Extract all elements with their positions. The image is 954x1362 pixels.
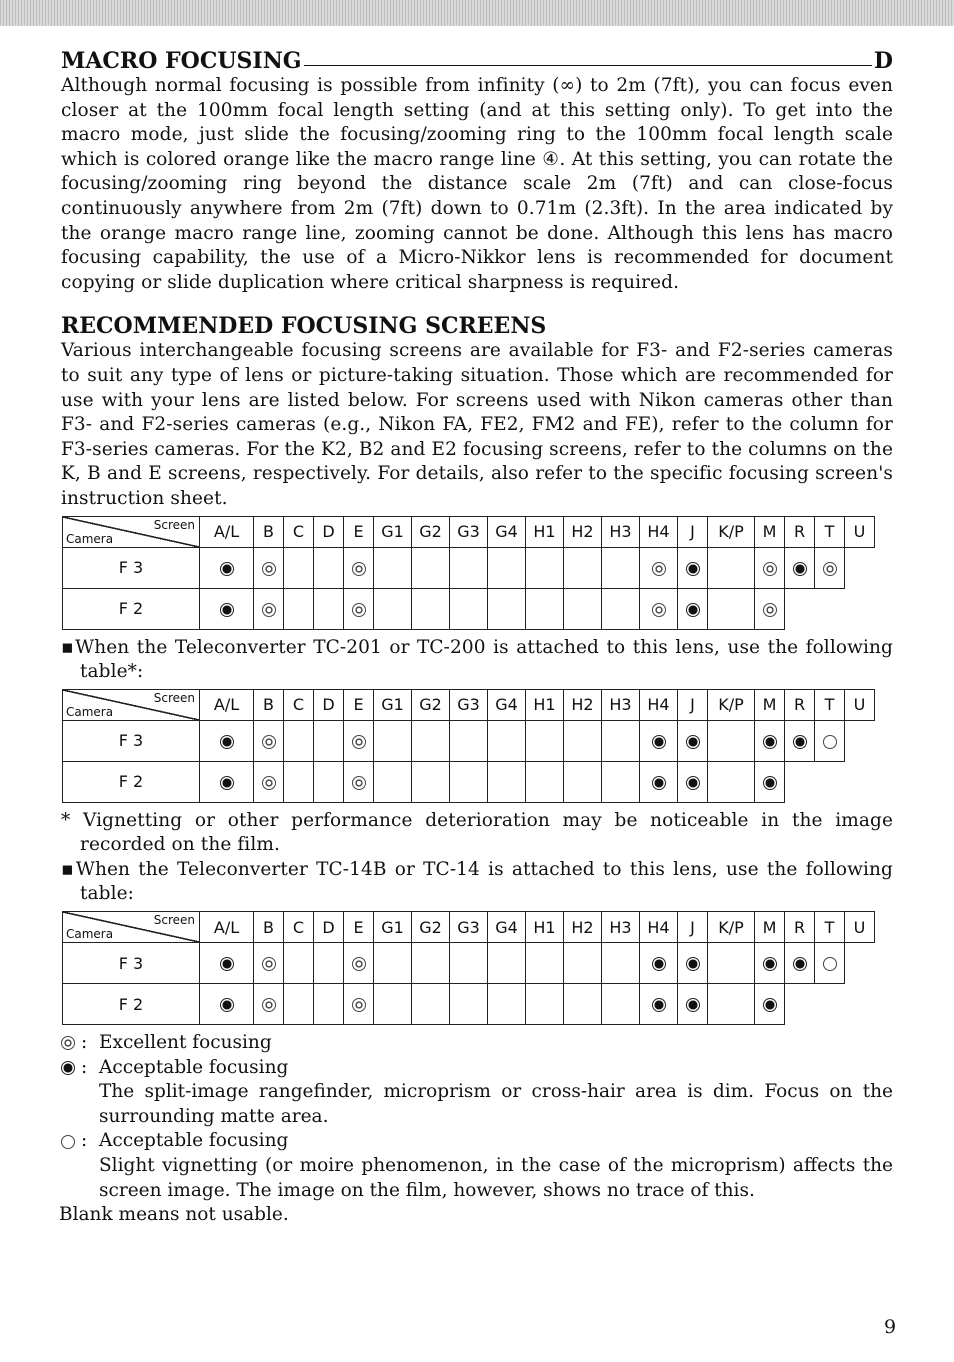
table-cell: [602, 547, 640, 588]
scanned-top-band: [0, 0, 954, 26]
table-header-row: [63, 689, 875, 720]
table-cell: [755, 720, 785, 761]
acceptable-icon: [686, 957, 700, 971]
screen-column-header: G3: [450, 516, 488, 547]
legend-excellent: : Excellent focusing: [61, 1031, 893, 1056]
screen-column-header: G1: [374, 912, 412, 943]
no-cell: [815, 588, 845, 629]
acceptable-icon: [61, 1061, 75, 1075]
table-cell: [755, 547, 785, 588]
table-cell: [488, 720, 526, 761]
screen-column-header: C: [284, 516, 314, 547]
excellent-icon: [763, 603, 777, 617]
macro-heading: [61, 48, 893, 74]
camera-axis-label: Camera: [66, 531, 114, 546]
table-row: [63, 547, 875, 588]
acceptable-icon: [793, 562, 807, 576]
screen-axis-label: Screen: [153, 913, 195, 928]
table-row: [63, 761, 875, 802]
table-cell: [526, 720, 564, 761]
excellent-icon: [262, 957, 276, 971]
table-cell: [640, 943, 678, 984]
screen-column-header: J: [678, 912, 708, 943]
table-cell: [488, 547, 526, 588]
screen-column-header: D: [314, 689, 344, 720]
excellent-icon: [262, 562, 276, 576]
screen-column-header: A/L: [200, 912, 254, 943]
screen-column-header: H2: [564, 689, 602, 720]
table-cell: [640, 984, 678, 1025]
acceptable-icon: [220, 603, 234, 617]
no-cell: [815, 984, 845, 1025]
table-cell: [526, 547, 564, 588]
screen-column-header: C: [284, 912, 314, 943]
table-cell: [755, 984, 785, 1025]
screen-column-header: T: [815, 689, 845, 720]
screen-column-header: R: [785, 689, 815, 720]
table-cell: [254, 984, 284, 1025]
screen-column-header: G4: [488, 912, 526, 943]
screen-axis-label: Screen: [153, 690, 195, 705]
table-cell: [314, 720, 344, 761]
table-cell: [200, 984, 254, 1025]
heading-rule: [304, 65, 872, 66]
macro-body: Although normal focusing is possible from infinity (∞) to 2m (7ft), you can focus even closer at the 100mm focal length setting (and at this setting only). To get into the macro mode, just slide the focusing/zooming ring to the 100mm focal length scale which is colored orange like the macro range line ④. At this setting, you can rotate the focusing/zooming ring beyond the distance scale 2m (7ft) and can close-focus continuously anywhere from 2m (7ft) down to 0.71m (2.3ft). In the area indicated by the orange macro range line, zooming cannot be done. Although this lens has macro focusing capability, the use of a Micro-Nikkor lens is recommended for document copying or slide duplication where critical sharpness is required.: [61, 75, 893, 293]
table-cell: [450, 547, 488, 588]
screen-column-header: G2: [412, 689, 450, 720]
focusing-table-standard: [62, 516, 875, 630]
table-cell: [200, 547, 254, 588]
acceptable-icon: [793, 957, 807, 971]
screen-column-header: J: [678, 689, 708, 720]
screen-column-header: E: [344, 516, 374, 547]
table-cell: [374, 547, 412, 588]
table-cell: [412, 547, 450, 588]
screen-column-header: M: [755, 689, 785, 720]
slight-vignetting-icon: [61, 1135, 75, 1149]
camera-label: F 2: [63, 761, 200, 802]
table-cell: [755, 588, 785, 629]
screen-column-header: H4: [640, 516, 678, 547]
table-cell: [602, 761, 640, 802]
slight-vignetting-icon: [823, 957, 837, 971]
no-cell: [845, 984, 875, 1025]
excellent-icon: [352, 998, 366, 1012]
screen-column-header: H1: [526, 689, 564, 720]
table-cell: [488, 761, 526, 802]
camera-axis-label: Camera: [66, 927, 114, 942]
table-cell: [284, 943, 314, 984]
acceptable-icon: [220, 735, 234, 749]
table-cell: [412, 588, 450, 629]
screen-column-header: G2: [412, 516, 450, 547]
excellent-icon: [352, 776, 366, 790]
table-header-row: [63, 912, 875, 943]
table-cell: [564, 761, 602, 802]
table-cell: [284, 547, 314, 588]
no-cell: [845, 588, 875, 629]
no-cell: [845, 943, 875, 984]
screen-column-header: A/L: [200, 516, 254, 547]
excellent-icon: [262, 735, 276, 749]
macro-title: MACRO FOCUSING: [61, 48, 302, 74]
acceptable-icon: [220, 957, 234, 971]
table-cell: [314, 984, 344, 1025]
screen-column-header: T: [815, 516, 845, 547]
legend-excellent-text: Excellent focusing: [99, 1032, 272, 1054]
table-cell: [785, 547, 815, 588]
tc201-note-text: When the Teleconverter TC-201 or TC-200 is attached to this lens, use the following table*:: [75, 636, 893, 683]
acceptable-icon: [686, 562, 700, 576]
table-cell: [254, 943, 284, 984]
excellent-icon: [262, 603, 276, 617]
table-cell: [488, 588, 526, 629]
table-cell: [412, 761, 450, 802]
tc14-note-text: When the Teleconverter TC-14B or TC-14 is attached to this lens, use the following table:: [75, 858, 893, 905]
table-cell: [344, 720, 374, 761]
screen-column-header: H1: [526, 516, 564, 547]
acceptable-icon: [686, 603, 700, 617]
table-cell: [344, 761, 374, 802]
table-cell: [412, 720, 450, 761]
table-cell: [254, 720, 284, 761]
screen-column-header: A/L: [200, 689, 254, 720]
legend-slight-text: Acceptable focusing: [99, 1130, 289, 1152]
excellent-icon: [352, 957, 366, 971]
table-cell: [526, 588, 564, 629]
table-cell: [602, 588, 640, 629]
table-cell: [526, 761, 564, 802]
table-cell: [284, 984, 314, 1025]
acceptable-icon: [220, 562, 234, 576]
screen-column-header: B: [254, 912, 284, 943]
table-cell: [708, 588, 755, 629]
table-cell: [755, 943, 785, 984]
screen-column-header: H3: [602, 516, 640, 547]
table-cell: [314, 547, 344, 588]
screen-column-header: H3: [602, 689, 640, 720]
tc201-note: ▪When the Teleconverter TC-201 or TC-200 is attached to this lens, use the following table*:: [61, 636, 893, 683]
screen-column-header: G4: [488, 689, 526, 720]
table-cell: [374, 720, 412, 761]
table-cell: [708, 547, 755, 588]
table-cell: [602, 984, 640, 1025]
screen-column-header: D: [314, 912, 344, 943]
table-cell: [785, 943, 815, 984]
page-content: [61, 48, 893, 1228]
screen-column-header: B: [254, 516, 284, 547]
no-cell: [845, 761, 875, 802]
table-cell: [314, 761, 344, 802]
focusing-table-tc201: [62, 689, 875, 803]
section-letter: D: [873, 48, 893, 74]
screen-column-header: H3: [602, 912, 640, 943]
acceptable-icon: [652, 735, 666, 749]
legend-acceptable-text: Acceptable focusing: [99, 1056, 289, 1078]
screen-column-header: G2: [412, 912, 450, 943]
table-cell: [314, 943, 344, 984]
table-cell: [640, 720, 678, 761]
table-cell: [374, 588, 412, 629]
excellent-icon: [352, 562, 366, 576]
acceptable-icon: [763, 776, 777, 790]
table-cell: [488, 943, 526, 984]
table-cell: [708, 761, 755, 802]
table-cell: [284, 588, 314, 629]
legend-acceptable-note: The split-image rangefinder, microprism or cross-hair area is dim. Focus on the surrounding matte area.: [99, 1081, 893, 1127]
screen-column-header: R: [785, 516, 815, 547]
screen-column-header: B: [254, 689, 284, 720]
acceptable-icon: [686, 735, 700, 749]
screen-column-header: K/P: [708, 912, 755, 943]
table-cell: [344, 984, 374, 1025]
screen-column-header: G1: [374, 516, 412, 547]
tc14-note: ▪When the Teleconverter TC-14B or TC-14 is attached to this lens, use the following table:: [61, 858, 893, 905]
screen-column-header: H4: [640, 689, 678, 720]
excellent-icon: [763, 562, 777, 576]
table-header-row: [63, 516, 875, 547]
table-cell: [526, 984, 564, 1025]
camera-label: F 2: [63, 588, 200, 629]
screen-column-header: M: [755, 516, 785, 547]
slight-vignetting-icon: [823, 735, 837, 749]
table-cell: [450, 761, 488, 802]
screen-column-header: H1: [526, 912, 564, 943]
table-cell: [200, 588, 254, 629]
table-cell: [564, 943, 602, 984]
screen-column-header: U: [845, 689, 875, 720]
no-cell: [815, 761, 845, 802]
table-cell: [200, 761, 254, 802]
screen-column-header: G3: [450, 689, 488, 720]
acceptable-icon: [652, 776, 666, 790]
excellent-icon: [352, 603, 366, 617]
table-row: [63, 943, 875, 984]
table-cell: [284, 720, 314, 761]
table-cell: [412, 943, 450, 984]
table-cell: [708, 984, 755, 1025]
legend-blank: Blank means not usable.: [59, 1204, 289, 1226]
table-cell: [450, 588, 488, 629]
screen-column-header: G1: [374, 689, 412, 720]
excellent-icon: [652, 603, 666, 617]
table-cell: [602, 943, 640, 984]
table-cell: [708, 720, 755, 761]
acceptable-icon: [220, 776, 234, 790]
table-cell: [412, 984, 450, 1025]
acceptable-icon: [763, 998, 777, 1012]
focusing-table-tc14: [62, 911, 875, 1025]
screen-column-header: H2: [564, 912, 602, 943]
table-cell: [678, 761, 708, 802]
acceptable-icon: [793, 735, 807, 749]
table-cell: [374, 984, 412, 1025]
screen-column-header: D: [314, 516, 344, 547]
excellent-icon: [262, 776, 276, 790]
excellent-icon: [652, 562, 666, 576]
table-cell: [200, 720, 254, 761]
table-cell: [564, 720, 602, 761]
screen-column-header: U: [845, 912, 875, 943]
no-cell: [785, 984, 815, 1025]
table-cell: [678, 547, 708, 588]
screen-column-header: G3: [450, 912, 488, 943]
acceptable-icon: [652, 998, 666, 1012]
table-cell: [640, 761, 678, 802]
legend-slight-note: Slight vignetting (or moire phenomenon, in the case of the microprism) affects the screen image. The image on the film, however, shows no trace of this.: [99, 1155, 893, 1201]
page-number: 9: [884, 1316, 897, 1338]
acceptable-icon: [686, 998, 700, 1012]
no-cell: [845, 547, 875, 588]
legend-slight: : Acceptable focusing: [61, 1129, 893, 1154]
camera-screen-corner: [63, 912, 200, 943]
table-cell: [450, 984, 488, 1025]
table-cell: [708, 943, 755, 984]
table-row: [63, 720, 875, 761]
excellent-icon: [352, 735, 366, 749]
screen-column-header: G4: [488, 516, 526, 547]
screen-column-header: K/P: [708, 516, 755, 547]
table-cell: [200, 943, 254, 984]
screen-column-header: H2: [564, 516, 602, 547]
footnote-text: Vignetting or other performance deterioration may be noticeable in the image recorded on the film.: [80, 809, 893, 856]
table-cell: [488, 984, 526, 1025]
screen-column-header: E: [344, 912, 374, 943]
camera-label: F 3: [63, 943, 200, 984]
table-cell: [602, 720, 640, 761]
table-cell: [678, 984, 708, 1025]
table-cell: [374, 943, 412, 984]
screen-column-header: M: [755, 912, 785, 943]
table-cell: [344, 588, 374, 629]
table-cell: [678, 588, 708, 629]
excellent-icon: [61, 1036, 75, 1050]
table-cell: [254, 588, 284, 629]
table-row: [63, 984, 875, 1025]
table-row: [63, 588, 875, 629]
no-cell: [785, 761, 815, 802]
table-cell: [450, 720, 488, 761]
table-cell: [640, 547, 678, 588]
camera-label: F 2: [63, 984, 200, 1025]
table-cell: [254, 547, 284, 588]
screen-column-header: C: [284, 689, 314, 720]
table-cell: [678, 720, 708, 761]
table-cell: [254, 761, 284, 802]
table-cell: [815, 720, 845, 761]
screen-column-header: E: [344, 689, 374, 720]
table-cell: [815, 943, 845, 984]
screens-body: Various interchangeable focusing screens are available for F3- and F2-series cameras to suit any type of lens or picture-taking situation. Those which are recommended for use with your lens are listed below. For screens used with Nikon cameras other than F3- and F2-series cameras (e.g., Nikon FA, FE2, FM2 and FE), refer to the column for F3-series cameras. For the K2, B2 and E2 focusing screens, refer to the columns on the K, B and E screens, respectively. For details, also refer to the specific focusing screen's instruction sheet.: [61, 340, 893, 509]
table-cell: [344, 943, 374, 984]
acceptable-icon: [652, 957, 666, 971]
table-cell: [526, 943, 564, 984]
table-cell: [564, 547, 602, 588]
no-cell: [845, 720, 875, 761]
table-cell: [564, 588, 602, 629]
table-cell: [450, 943, 488, 984]
footnote: [61, 809, 893, 858]
legend-acceptable: : Acceptable focusing: [61, 1056, 893, 1081]
table-cell: [564, 984, 602, 1025]
no-cell: [785, 588, 815, 629]
camera-screen-corner: [63, 516, 200, 547]
camera-screen-corner: [63, 689, 200, 720]
acceptable-icon: [220, 998, 234, 1012]
screen-column-header: H4: [640, 912, 678, 943]
acceptable-icon: [763, 957, 777, 971]
table-cell: [755, 761, 785, 802]
screen-column-header: U: [845, 516, 875, 547]
screen-axis-label: Screen: [153, 517, 195, 532]
screen-column-header: R: [785, 912, 815, 943]
screens-title: RECOMMENDED FOCUSING SCREENS: [61, 313, 547, 340]
camera-label: F 3: [63, 720, 200, 761]
footnote-mark: *: [61, 809, 71, 831]
screen-column-header: K/P: [708, 689, 755, 720]
table-cell: [815, 547, 845, 588]
table-cell: [374, 761, 412, 802]
table-cell: [284, 761, 314, 802]
table-cell: [678, 943, 708, 984]
table-cell: [785, 720, 815, 761]
acceptable-icon: [763, 735, 777, 749]
screen-column-header: T: [815, 912, 845, 943]
camera-label: F 3: [63, 547, 200, 588]
legend: [61, 1031, 893, 1228]
camera-axis-label: Camera: [66, 704, 114, 719]
excellent-icon: [823, 562, 837, 576]
table-cell: [314, 588, 344, 629]
table-cell: [640, 588, 678, 629]
excellent-icon: [262, 998, 276, 1012]
acceptable-icon: [686, 776, 700, 790]
screen-column-header: J: [678, 516, 708, 547]
table-cell: [344, 547, 374, 588]
